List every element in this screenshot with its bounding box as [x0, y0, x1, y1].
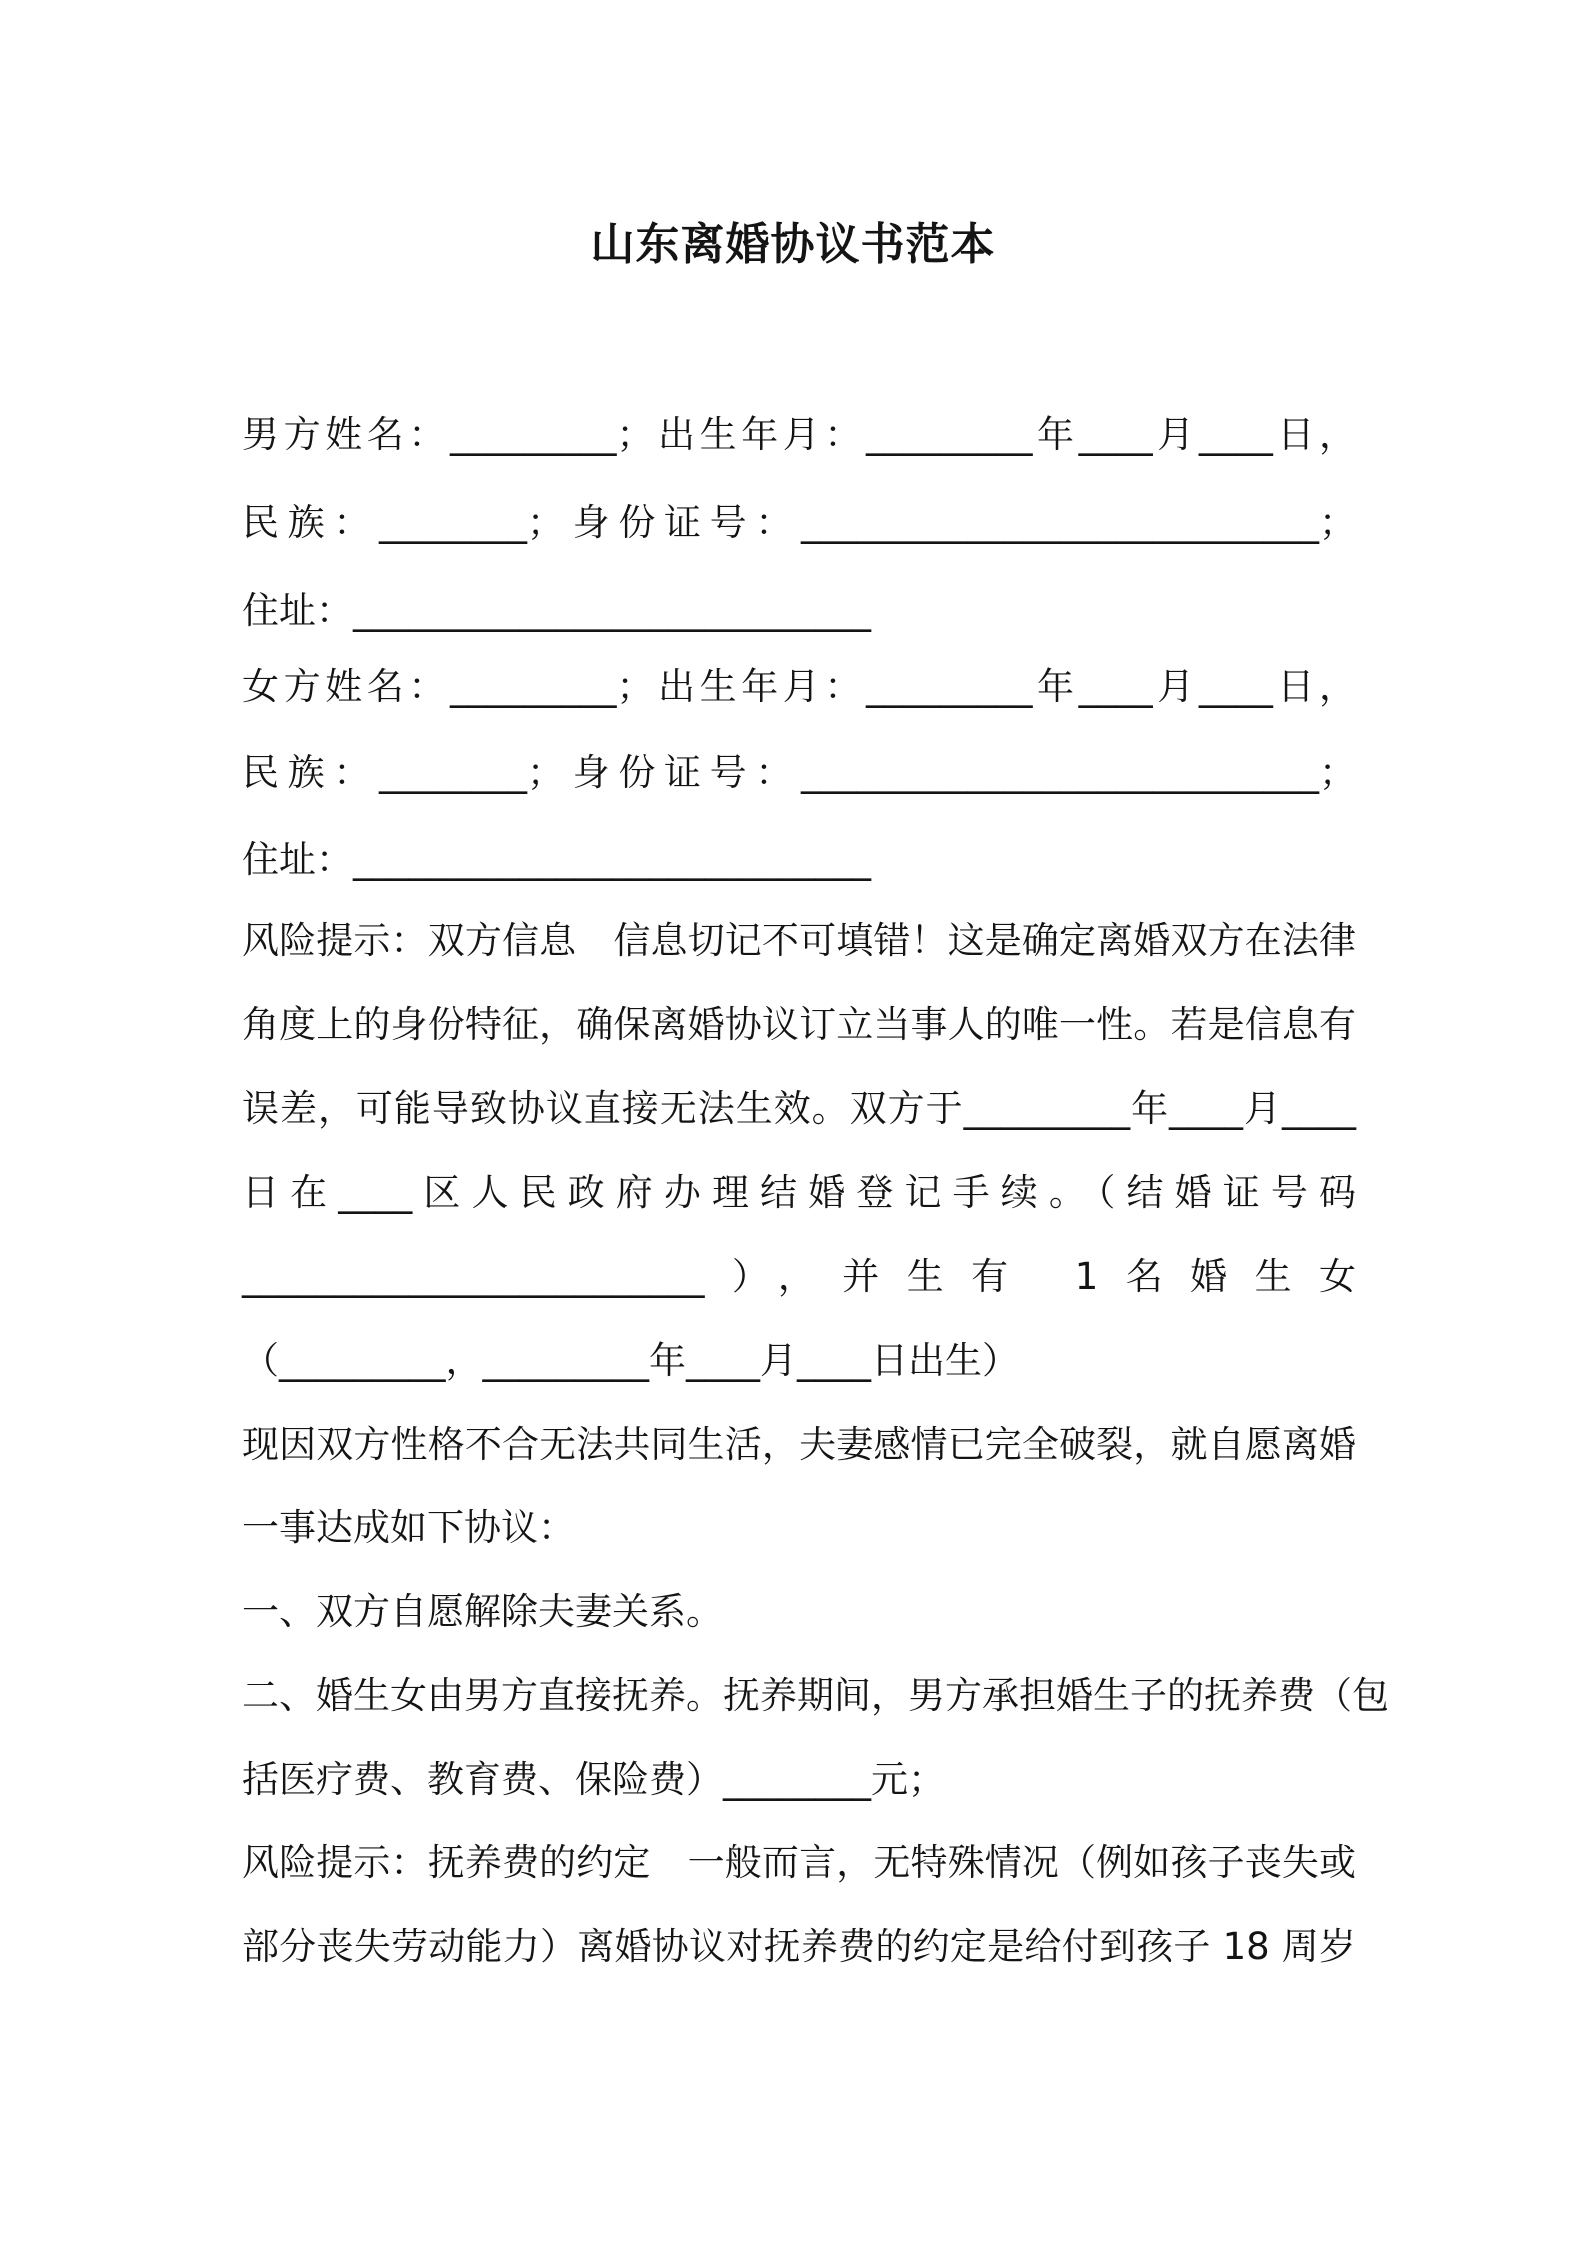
- clause-2: 二、婚生女由男方直接抚养。抚养期间，男方承担婚生子的抚养费（包: [242, 1674, 1389, 1717]
- preamble-line: 一事达成如下协议：: [242, 1506, 575, 1549]
- risk-warning-line: 风险提示：双方信息 信息切记不可填错！这是确定离婚双方在法律: [242, 919, 1356, 962]
- document-title: 山东离婚协议书范本: [590, 219, 996, 270]
- paragraph-line: 日在____区人民政府办理结婚登记手续。（结婚证号码: [242, 1171, 1356, 1214]
- paragraph-line: （_________，_________年____月____日出生）: [242, 1339, 1019, 1382]
- paragraph-line: 误差，可能导致协议直接无法生效。双方于_________年____月____: [242, 1087, 1356, 1130]
- risk-warning-line: 风险提示：抚养费的约定 一般而言，无特殊情况（例如孩子丧失或: [242, 1841, 1356, 1884]
- paragraph-line: 部分丧失劳动能力）离婚协议对抚养费的约定是给付到孩子 18 周岁: [242, 1925, 1356, 1968]
- male-name-birth-line: 男方姓名：_________；出生年月：_________年____月____日，: [242, 413, 1356, 456]
- paragraph-line: 角度上的身份特征，确保离婚协议订立当事人的唯一性。若是信息有: [242, 1003, 1356, 1046]
- clause-2-continued: 括医疗费、教育费、保险费）________元；: [242, 1758, 945, 1801]
- male-ethnicity-id-line: 民族：________；身份证号：____________________________；: [242, 501, 1356, 544]
- female-address-line: 住址：____________________________: [242, 838, 871, 881]
- preamble-line: 现因双方性格不合无法共同生活，夫妻感情已完全破裂，就自愿离婚: [242, 1423, 1356, 1466]
- female-ethnicity-id-line: 民族：________；身份证号：____________________________；: [242, 751, 1356, 794]
- male-address-line: 住址：____________________________: [242, 589, 871, 632]
- female-name-birth-line: 女方姓名：_________；出生年月：_________年____月____日，: [242, 665, 1356, 708]
- clause-1: 一、双方自愿解除夫妻关系。: [242, 1590, 723, 1633]
- paragraph-line: _________________________），并生有 1名婚生女: [242, 1255, 1356, 1298]
